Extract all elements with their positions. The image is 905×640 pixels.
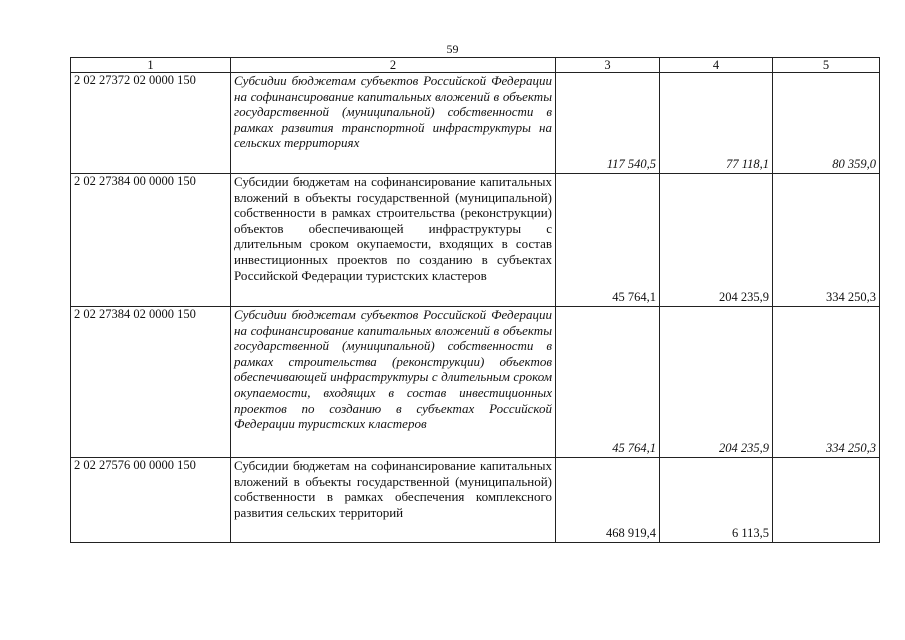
table-row [71, 174, 880, 307]
description-cell: Субсидии бюджетам на софинансирование капитальных вложений в объекты государственной (муниципальной) собственности в рамках обеспечения комплексного развития сельских территорий [231, 458, 556, 543]
value-cell-col3: 45 764,1 [556, 307, 660, 458]
value-cell-col4: 6 113,5 [660, 458, 773, 543]
value-cell-col5: 80 359,0 [773, 73, 880, 174]
description-cell: Субсидии бюджетам субъектов Российской Федерации на софинансирование капитальных вложений в объекты государственной (муниципальной) собственности в рамках строительства (реконструкции) объектов обеспечивающей инфраструктуры с длительным сроком окупаемости, входящих в состав инвестиционных проектов по созданию в субъектах Российской Федерации туристских кластеров [231, 307, 556, 458]
budget-table [70, 57, 880, 543]
value-cell-col4: 204 235,9 [660, 174, 773, 307]
table-row [71, 458, 880, 543]
table-row [71, 307, 880, 458]
table-header-row [71, 58, 880, 73]
value-cell-col4: 77 118,1 [660, 73, 773, 174]
column-header: 1 [71, 58, 231, 73]
column-header: 3 [556, 58, 660, 73]
value-cell-col4: 204 235,9 [660, 307, 773, 458]
budget-code-cell: 2 02 27576 00 0000 150 [71, 458, 231, 543]
column-header: 2 [231, 58, 556, 73]
value-cell-col3: 117 540,5 [556, 73, 660, 174]
value-cell-col3: 468 919,4 [556, 458, 660, 543]
value-cell-col3: 45 764,1 [556, 174, 660, 307]
description-cell: Субсидии бюджетам субъектов Российской Федерации на софинансирование капитальных вложений в объекты государственной (муниципальной) собственности в рамках развития транспортной инфраструктуры на сельских территориях [231, 73, 556, 174]
value-cell-col5: 334 250,3 [773, 307, 880, 458]
budget-code-cell: 2 02 27384 00 0000 150 [71, 174, 231, 307]
budget-code-cell: 2 02 27372 02 0000 150 [71, 73, 231, 174]
table-row [71, 73, 880, 174]
budget-code-cell: 2 02 27384 02 0000 150 [71, 307, 231, 458]
value-cell-col5: 334 250,3 [773, 174, 880, 307]
page-number: 59 [446, 42, 459, 56]
column-header: 4 [660, 58, 773, 73]
column-header: 5 [773, 58, 880, 73]
description-cell: Субсидии бюджетам на софинансирование капитальных вложений в объекты государственной (муниципальной) собственности в рамках строительства (реконструкции) объектов обеспечивающей инфраструктуры с длительным сроком окупаемости, входящих в состав инвестиционных проектов по созданию в субъектах Российской Федерации туристских кластеров [231, 174, 556, 307]
value-cell-col5 [773, 458, 880, 543]
